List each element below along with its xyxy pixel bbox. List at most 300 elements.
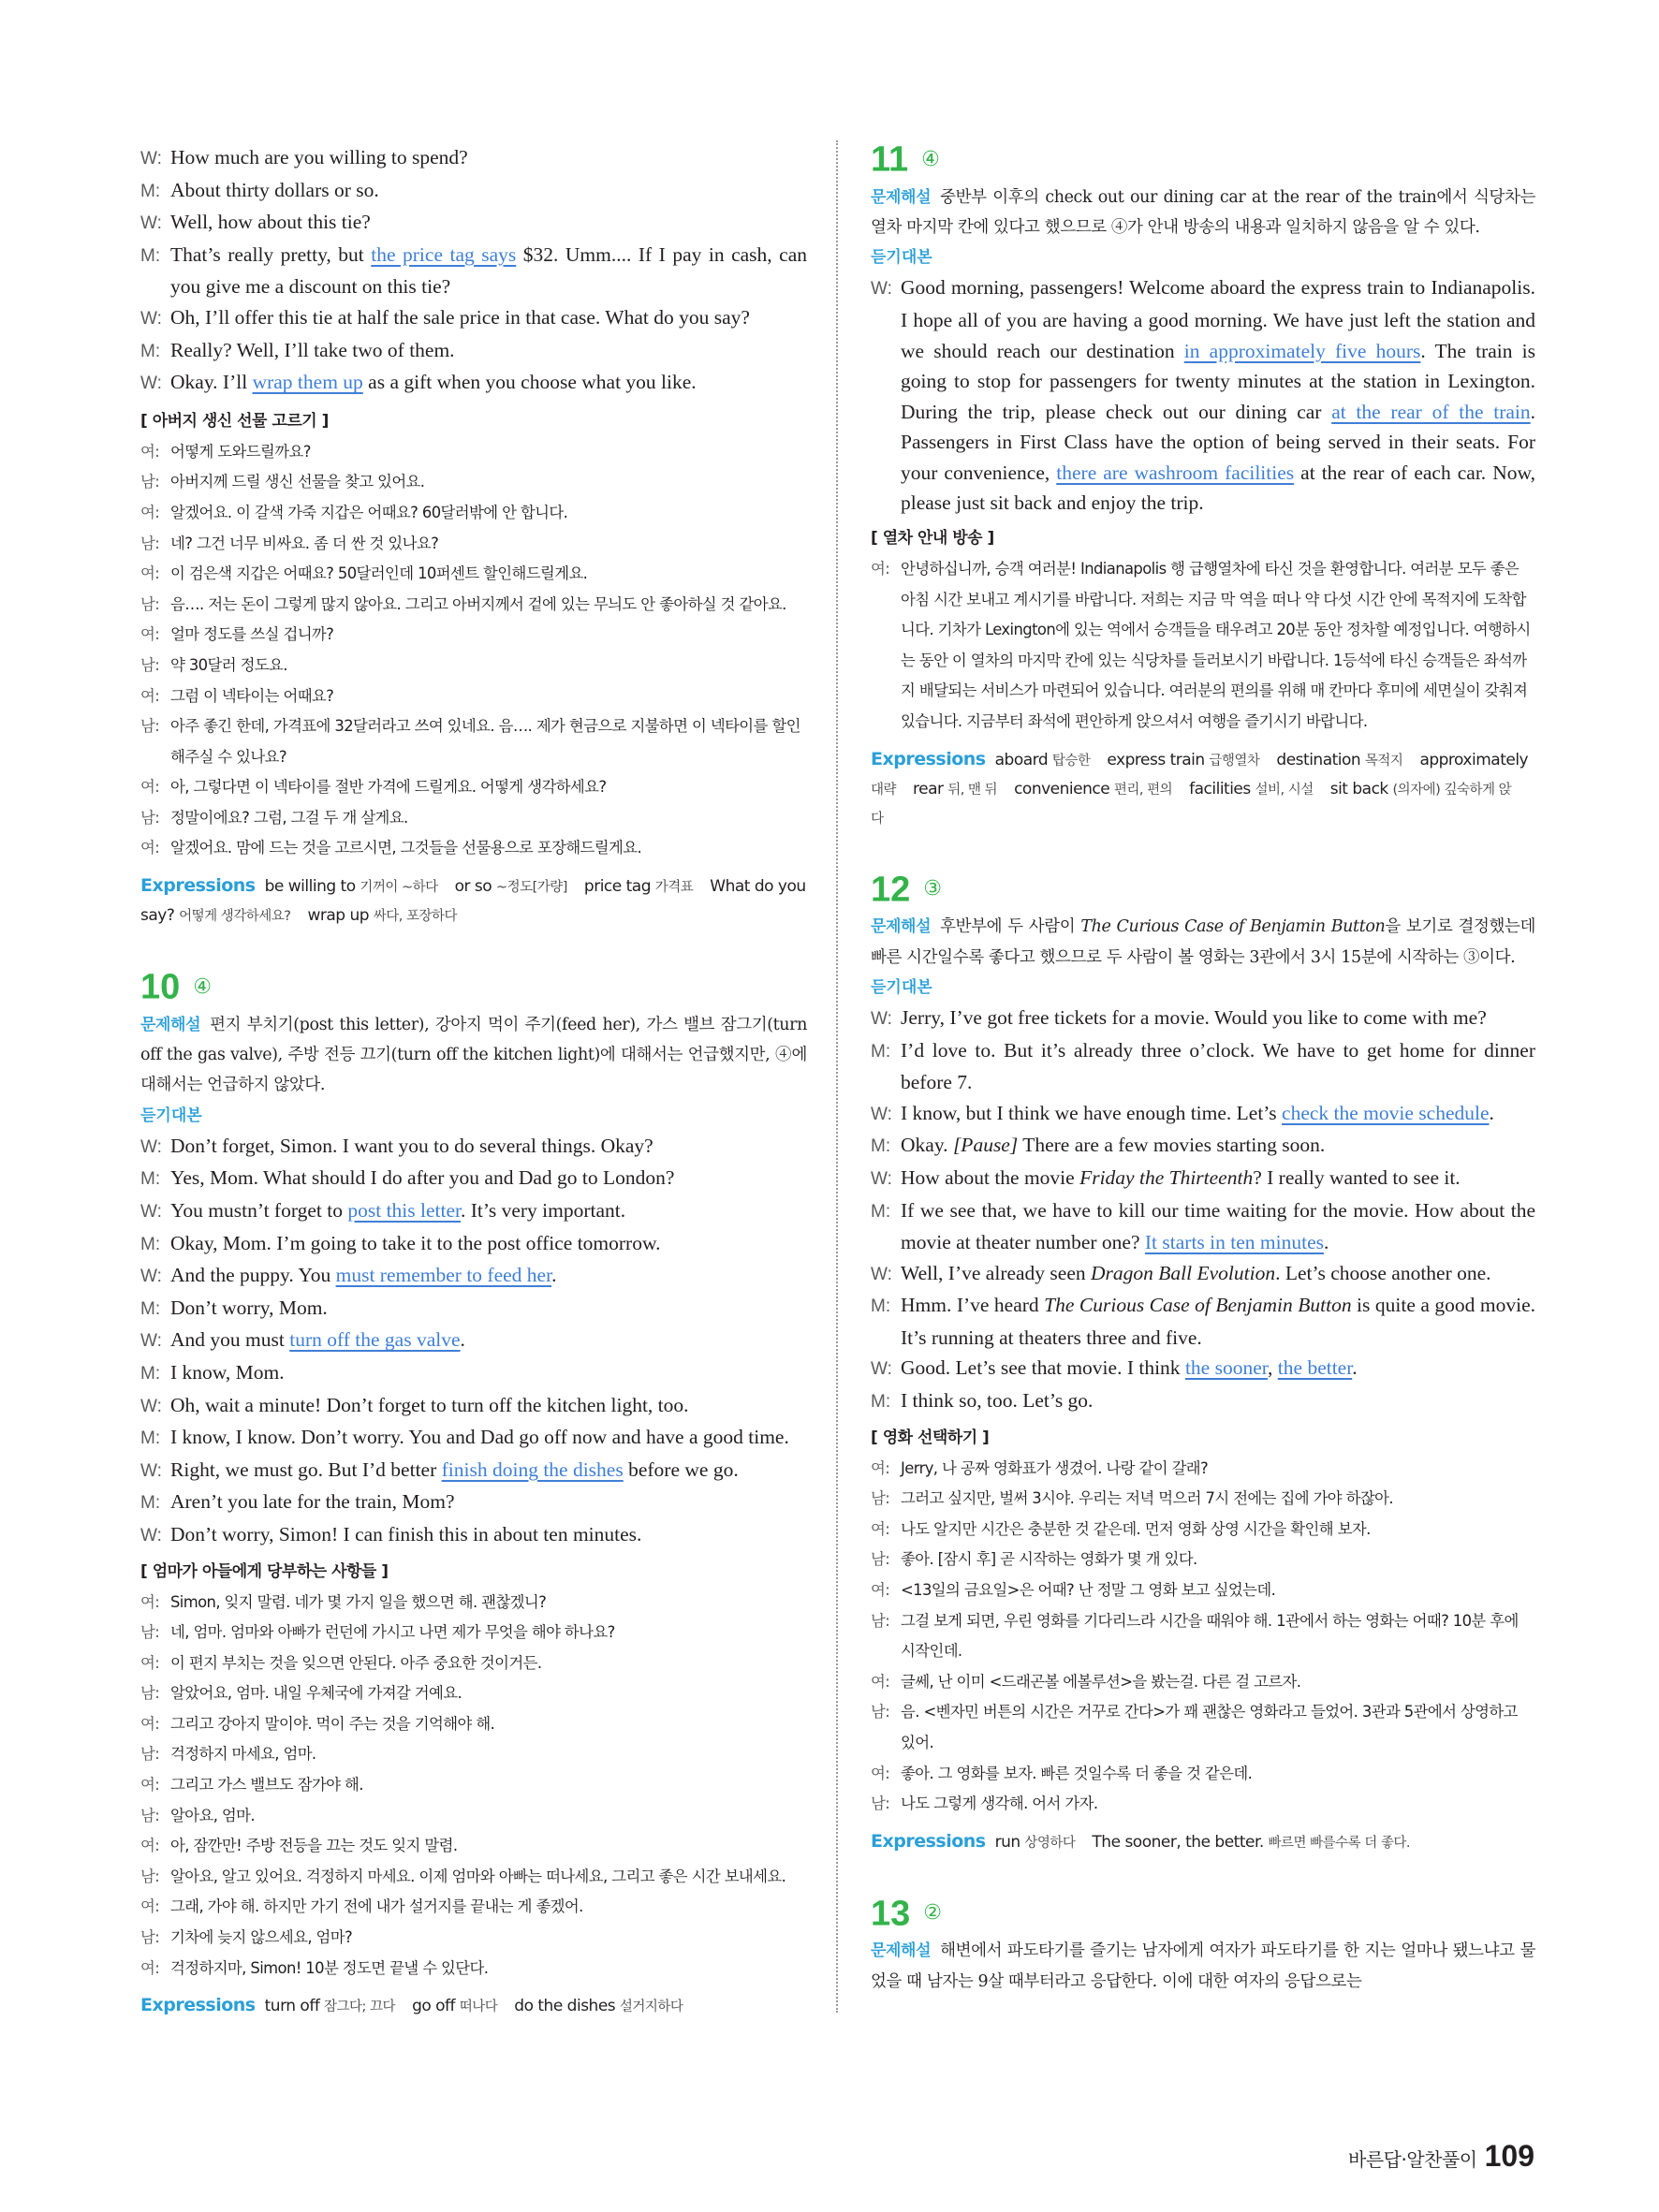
text-run: before we go.	[623, 1458, 739, 1481]
dialog-line	[140, 1293, 807, 1326]
expressions-label: Expressions	[140, 1995, 256, 2016]
translation-line	[140, 1770, 807, 1801]
speaker-label: W:	[140, 374, 162, 394]
speaker-label: 여:	[140, 1714, 160, 1733]
script-label: 듣기대본	[871, 248, 932, 268]
translation-line	[140, 620, 807, 651]
expressions-10	[140, 1991, 807, 2021]
solution-label: 문제해설	[140, 1015, 201, 1034]
dialog-line	[140, 335, 807, 368]
speaker-label: W:	[871, 1264, 892, 1284]
expression-meaning: 설비, 시설	[1255, 782, 1314, 798]
speaker-label: 여:	[871, 560, 890, 579]
dialog-a	[140, 142, 807, 400]
expression-meaning: (의자에) 깊숙하게 앉다	[871, 782, 1512, 827]
translation-a	[140, 437, 807, 864]
right-column	[871, 140, 1535, 1997]
expression-term: convenience	[1014, 779, 1110, 798]
translation-text: 그러고 싶지만, 벌써 3시야. 우리는 저녁 먹으러 7시 전에는 집에 가야 하잖아.	[901, 1489, 1393, 1508]
dialog-line	[871, 1385, 1535, 1418]
translation-text: 알겠어요. 이 갈색 가죽 지갑은 어때요? 60달러밖에 안 합니다.	[170, 503, 568, 521]
speaker-label: M:	[140, 181, 161, 201]
expression-meaning: 급행열차	[1209, 753, 1260, 769]
translation-line	[140, 711, 807, 772]
speaker-label: 여:	[140, 442, 160, 461]
answer-blank-text: post this letter	[347, 1198, 461, 1222]
italic-text: Friday the Thirteenth	[1079, 1165, 1254, 1189]
text-run: How about the movie	[901, 1165, 1080, 1189]
speaker-label: 남:	[140, 717, 160, 736]
dialog-line	[140, 1163, 807, 1195]
dialog-line	[140, 1455, 807, 1487]
dialog-line	[140, 1228, 807, 1261]
text-run: Okay.	[901, 1134, 953, 1157]
dialog-line	[871, 1290, 1535, 1353]
translation-line	[140, 467, 807, 498]
translation-text: 어떻게 도와드릴까요?	[170, 442, 311, 461]
dialog-line	[140, 1131, 807, 1164]
translation-line	[140, 559, 807, 590]
speaker-label: W:	[140, 1396, 162, 1416]
speaker-label: 남:	[140, 1745, 160, 1764]
text-run: . Let’s choose another one.	[1275, 1261, 1491, 1284]
translation-11	[871, 554, 1535, 738]
text-run: If we see that, we have to kill our time waiting for the movie. How about the movie at theater number one?	[901, 1198, 1535, 1254]
translation-text: 네? 그건 너무 비싸요. 좀 더 싼 것 있나요?	[170, 534, 439, 552]
question-answer: ②	[923, 1901, 943, 1926]
solution-text: 중반부 이후의 check out our dining car at the rear of the train에서 식당차는 열차 마지막 칸에 있다고 했으므로 ④가 안내 방송의 내용과 일치하지 않음을 알 수 있다.	[871, 187, 1535, 237]
expression-term: do the dishes	[514, 1997, 616, 2016]
italic-text: The Curious Case of Benjamin Button	[1044, 1294, 1352, 1317]
text-run: .	[460, 1328, 465, 1352]
expression-meaning: 설거지하다	[619, 2000, 683, 2015]
translation-text: 걱정하지 마세요, 엄마.	[170, 1745, 316, 1764]
script-label: 듣기대본	[871, 977, 932, 997]
question-number: 11	[871, 139, 909, 180]
answer-blank-text: there are washroom facilities	[1056, 461, 1295, 484]
speaker-label: W:	[140, 149, 162, 168]
speaker-label: 여:	[140, 1958, 160, 1977]
expression-term: approximately	[1419, 750, 1529, 769]
translation-line	[140, 1588, 807, 1619]
speaker-label: M:	[140, 245, 161, 266]
speaker-label: M:	[140, 1234, 161, 1254]
translation-text: 이 편지 부치는 것을 잊으면 안된다. 아주 중요한 것이거든.	[170, 1653, 542, 1672]
translation-text: 음. <벤자민 버튼의 시간은 거꾸로 간다>가 꽤 괜찮은 영화라고 들었어. 3관과 5관에서 상영하고 있어.	[901, 1703, 1518, 1751]
text-run: You mustn’t forget to	[170, 1198, 348, 1222]
translation-text: 그리고 강아지 말이야. 먹이 주는 것을 기억해야 해.	[170, 1714, 495, 1733]
translation-line	[871, 1515, 1535, 1545]
dialog-line	[140, 302, 807, 335]
expression-term: go off	[412, 1997, 456, 2016]
expression-meaning: 떠나다	[459, 2000, 498, 2015]
answer-blank-text: the better	[1277, 1356, 1353, 1380]
translation-line	[140, 1678, 807, 1709]
translation-line	[871, 1606, 1535, 1667]
question-11-solution	[871, 183, 1535, 243]
translation-text: 그래, 가야 해. 하지만 가기 전에 내가 설거지를 끝내는 게 좋겠어.	[170, 1897, 583, 1916]
dialog-line	[140, 1260, 807, 1293]
text-run: And you must	[170, 1328, 290, 1352]
translation-text: 정말이에요? 그럼, 그걸 두 개 살게요.	[170, 808, 408, 827]
dialog-line	[871, 1163, 1535, 1195]
dialog-line	[140, 207, 807, 240]
text-run: There are a few movies starting soon.	[1018, 1134, 1326, 1157]
translation-line	[140, 1648, 807, 1679]
translation-text: 그럼 이 넥타이는 어때요?	[170, 686, 334, 705]
dialog-line	[140, 1390, 807, 1423]
speaker-label: 남:	[140, 1623, 160, 1642]
speaker-label: W:	[871, 1168, 892, 1189]
speaker-label: 남:	[140, 808, 160, 827]
dialog-line	[140, 1519, 807, 1552]
speaker-label: W:	[140, 308, 162, 329]
question-11-dialog	[871, 272, 1535, 519]
speaker-label: 여:	[140, 1776, 160, 1795]
page-number: 109	[1484, 2139, 1534, 2173]
column-divider	[836, 140, 838, 2013]
translation-line	[140, 1862, 807, 1893]
text-run: at the rear of each car. Now, please just sit back and enjoy the trip.	[901, 461, 1535, 515]
translation-text: 그리고 가스 밸브도 잠가야 해.	[170, 1776, 363, 1795]
text-run: Don’t worry, Simon! I can finish this in about ten minutes.	[170, 1522, 642, 1545]
dialog-line	[140, 1487, 807, 1519]
expression-meaning: 상영하다	[1024, 1835, 1076, 1851]
translation-text: 좋아. 그 영화를 보자. 빠른 것일수록 더 좋을 것 같은데.	[901, 1764, 1253, 1782]
expression-meaning: ~정도[가량]	[495, 880, 567, 896]
speaker-label: M:	[871, 1296, 891, 1317]
speaker-label: M:	[871, 1041, 891, 1062]
translation-11-title: [ 열차 안내 방송 ]	[871, 529, 994, 549]
speaker-label: M:	[871, 1392, 891, 1413]
translation-line	[871, 1789, 1535, 1820]
translation-text: 이 검은색 지갑은 어때요? 50달러인데 10퍼센트 할인해드릴게요.	[170, 564, 588, 583]
answer-blank-text: must remember to feed her	[335, 1264, 552, 1287]
dialog-line	[140, 175, 807, 208]
translation-line	[871, 1575, 1535, 1606]
text-run: I’d love to. But it’s already three o’clock. We have to get home for dinner before 7.	[901, 1038, 1535, 1094]
expression-meaning: 빠르면 빠를수록 더 좋다.	[1268, 1835, 1411, 1851]
dialog-line	[140, 1195, 807, 1228]
text-run: Oh, wait a minute! Don’t forget to turn off the kitchen light, too.	[170, 1393, 689, 1416]
speaker-label: M:	[871, 1136, 891, 1157]
dialog-line	[140, 1357, 807, 1390]
text-run: I know, I know. Don’t worry. You and Dad go off now and have a good time.	[170, 1426, 789, 1449]
translation-text: 얼마 정도를 쓰실 겁니까?	[170, 625, 334, 644]
text-run: is quite a good movie. It’s running at theaters three and five.	[901, 1294, 1535, 1349]
translation-text: 음…. 저는 돈이 그렇게 많지 않아요. 그리고 아버지께서 겉에 있는 무늬도 안 좋아하실 것 같아요.	[170, 594, 786, 613]
answer-blank-text: check the movie schedule	[1282, 1101, 1490, 1124]
translation-text: 아버지께 드릴 생신 선물을 찾고 있어요.	[170, 473, 425, 491]
translation-line	[871, 1454, 1535, 1485]
expression-term: price tag	[583, 877, 652, 897]
expressions-a	[140, 872, 807, 930]
speaker-label: M:	[140, 1428, 161, 1449]
solution-text: 해변에서 파도타기를 즐기는 남자에게 여자가 파도타기를 한 지는 얼마나 됐느냐고 물었을 때 남자는 9살 때부터라고 응답한다. 이에 대한 여자의 응답으로는	[871, 1941, 1535, 1991]
translation-text: <13일의 금요일>은 어때? 난 정말 그 영화 보고 싶었는데.	[901, 1581, 1276, 1600]
translation-text: Simon, 잊지 말렴. 네가 몇 가지 일을 했으면 해. 괜찮겠니?	[170, 1592, 547, 1611]
dialog-line	[140, 240, 807, 302]
translation-text: 안녕하십니까, 승객 여러분! Indianapolis 행 급행열차에 타신 것을 환영합니다. 여러분 모두 좋은 아침 시간 보내고 계시기를 바랍니다. 저희는 지금 막 역을 떠나 약 다섯 시간 안에 목적지에 도착합니다. 기차가 Lexington에 있는 역에서 승객들을 태우려고 20분 동안 정차할 예정입니다. 여행하시는 동안 이 열차의 마지막 칸에 있는 식당차를 들러보시기 바랍니다. 1등석에 타신 승객들은 좌석까지 배달되는 서비스가 마련되어 있습니다. 여러분의 편의를 위해 매 칸마다 후미에 세면실이 갖춰져 있습니다. 지금부터 좌석에 편안하게 앉으셔서 여행을 즐기시기 바랍니다.	[901, 560, 1531, 731]
text-run: 후반부에 두 사람이	[940, 917, 1081, 937]
translation-text: 알겠어요. 맘에 드는 것을 고르시면, 그것들을 선물용으로 포장해드릴게요.	[170, 839, 642, 857]
translation-text: 아주 좋긴 한데, 가격표에 32달러라고 쓰여 있네요. 음…. 제가 현금으로 지불하면 이 넥타이를 할인해주실 수 있나요?	[170, 717, 800, 766]
translation-line	[871, 1697, 1535, 1758]
speaker-label: 여:	[140, 564, 160, 583]
text-run: ,	[1268, 1356, 1278, 1380]
text-run: That’s really pretty, but	[170, 242, 372, 266]
text-run: Don’t worry, Mom.	[170, 1296, 328, 1319]
expression-term: The sooner, the better.	[1092, 1832, 1264, 1852]
speaker-label: 남:	[140, 534, 160, 552]
translation-text: 기차에 늦지 않으세요, 엄마?	[170, 1928, 353, 1947]
translation-line	[140, 803, 807, 834]
question-number: 12	[871, 870, 911, 910]
dialog-line	[871, 1195, 1535, 1258]
question-12-solution	[871, 912, 1535, 973]
text-run: Right, we must go. But I’d better	[170, 1458, 442, 1481]
expression-term: or so	[454, 877, 492, 897]
question-13-solution	[871, 1936, 1535, 1997]
question-answer: ③	[923, 877, 943, 901]
speaker-label: W:	[140, 213, 162, 234]
expression-term: destination	[1276, 750, 1361, 769]
expression-meaning: 목적지	[1364, 753, 1403, 769]
speaker-label: 여:	[140, 839, 160, 857]
speaker-label: 여:	[140, 1897, 160, 1916]
text-run: Well, how about this tie?	[170, 211, 371, 234]
question-answer: ④	[921, 147, 940, 171]
text-run: I know, Mom.	[170, 1360, 285, 1384]
translation-line	[140, 529, 807, 560]
translation-12	[871, 1454, 1535, 1820]
dialog-line	[871, 1353, 1535, 1385]
dialog-line	[871, 1258, 1535, 1291]
italic-text: Dragon Ball Evolution	[1091, 1261, 1276, 1284]
expression-term: express train	[1107, 750, 1205, 769]
expression-meaning: 가격표	[654, 880, 694, 896]
question-13-header	[871, 1895, 1535, 1933]
translation-text: 아, 잠깐만! 주방 전등을 끄는 것도 잊지 말렴.	[170, 1837, 458, 1855]
dialog-line	[140, 1325, 807, 1357]
answer-blank-text: the sooner	[1184, 1356, 1269, 1380]
speaker-label: 남:	[871, 1795, 890, 1813]
text-run: And the puppy. You	[170, 1264, 336, 1287]
translation-line	[140, 1618, 807, 1648]
text-run: Oh, I’ll offer this tie at half the sale price in that case. What do you say?	[170, 305, 750, 329]
expression-term: facilities	[1189, 779, 1251, 798]
translation-a-title: [ 아버지 생신 선물 고르기 ]	[140, 411, 329, 431]
question-11-header	[871, 140, 1535, 179]
speaker-label: M:	[140, 1493, 161, 1514]
translation-line	[140, 772, 807, 803]
translation-line	[140, 437, 807, 468]
translation-line	[140, 1801, 807, 1832]
question-10-header	[140, 968, 807, 1006]
text-run: Jerry, I’ve got free tickets for a movie. Would you like to come with me?	[901, 1005, 1487, 1029]
expression-meaning: 탑승한	[1051, 753, 1091, 769]
translation-text: 알아요, 알고 있어요. 걱정하지 마세요. 이제 엄마와 아빠는 떠나세요, 그리고 좋은 시간 보내세요.	[170, 1867, 786, 1885]
speaker-label: M:	[140, 341, 161, 361]
speaker-label: M:	[140, 1169, 161, 1190]
speaker-label: 남:	[140, 1684, 160, 1703]
expression-term: aboard	[994, 750, 1049, 769]
expressions-label: Expressions	[871, 748, 986, 769]
translation-line	[140, 651, 807, 681]
translation-line	[871, 1759, 1535, 1790]
expressions-12	[871, 1827, 1535, 1857]
translation-text: 글쎄, 난 이미 <드래곤볼 에볼루션>을 봤는걸. 다른 걸 고르자.	[901, 1672, 1301, 1691]
translation-line	[140, 1831, 807, 1862]
dialog-line	[140, 367, 807, 400]
translation-text: 걱정하지마, Simon! 10분 정도면 끝낼 수 있단다.	[170, 1958, 489, 1977]
answer-blank-text: the price tag says	[371, 242, 517, 266]
text-run: . The train is going to stop for passengers for twenty minutes at the station in Lexington. During the trip, please check out our dining car	[901, 339, 1535, 423]
speaker-label: W:	[871, 1008, 892, 1029]
speaker-label: 여:	[871, 1519, 890, 1538]
translation-line	[140, 1892, 807, 1923]
question-number: 10	[140, 967, 181, 1007]
text-run: 을 보기로 결정했는데 빠른 시간일수록 좋다고 했으므로 두 사람이 볼 영화는 3관에서 3시 15분에 시작하는 ③이다.	[871, 917, 1536, 967]
dialog-line	[871, 1130, 1535, 1163]
speaker-label: 여:	[140, 1592, 160, 1611]
answer-blank-text: wrap them up	[252, 371, 363, 394]
answer-blank-text: finish doing the dishes	[441, 1458, 624, 1481]
dialog-line	[871, 272, 1535, 519]
text-run: Well, I’ve already seen	[901, 1261, 1092, 1284]
speaker-label: 남:	[140, 1928, 160, 1947]
page-footer	[1348, 2139, 1534, 2174]
text-run: Really? Well, I’ll take two of them.	[170, 338, 455, 361]
translation-line	[140, 1923, 807, 1954]
answer-blank-text: turn off the gas valve	[289, 1328, 461, 1352]
left-column	[140, 142, 807, 2021]
text-run: as a gift when you choose what you like.	[362, 371, 697, 394]
text-run: About thirty dollars or so.	[170, 178, 379, 201]
solution-text	[871, 917, 1535, 966]
speaker-label: 남:	[140, 1806, 160, 1824]
expression-meaning: 대략	[871, 782, 897, 798]
text-run: Don’t forget, Simon. I want you to do several things. Okay?	[170, 1134, 653, 1157]
speaker-label: W:	[871, 1359, 892, 1380]
speaker-label: 남:	[871, 1489, 890, 1508]
speaker-label: 남:	[140, 655, 160, 674]
translation-line	[140, 498, 807, 529]
text-run: How much are you willing to spend?	[170, 146, 468, 168]
italic-text: [Pause]	[952, 1134, 1019, 1157]
translation-text: 나도 알지만 시간은 충분한 것 같은데. 먼저 영화 상영 시간을 확인해 보자.	[901, 1519, 1371, 1538]
text-run: $32. Umm.... If I pay in cash, can you give me a discount on this tie?	[170, 242, 807, 299]
expression-meaning: 뒤, 맨 뒤	[947, 782, 998, 798]
speaker-label: 여:	[140, 503, 160, 521]
speaker-label: 남:	[871, 1550, 890, 1569]
speaker-label: 여:	[140, 1837, 160, 1855]
translation-text: 아, 그렇다면 이 넥타이를 절반 가격에 드릴게요. 어떻게 생각하세요?	[170, 778, 607, 797]
speaker-label: 남:	[140, 1867, 160, 1885]
speaker-label: 여:	[140, 625, 160, 644]
script-label: 듣기대본	[140, 1106, 202, 1125]
translation-text: 좋아. [잠시 후] 곧 시작하는 영화가 몇 개 있다.	[901, 1550, 1197, 1569]
dialog-line	[140, 142, 807, 175]
text-run: .	[551, 1264, 557, 1287]
speaker-label: W:	[140, 1201, 162, 1222]
solution-text: 편지 부치기(post this letter), 강아지 먹이 주기(feed her), 가스 밸브 잠그기(turn off the gas valve), 주방 전등 끄기(turn off the kitchen light)에 대해서는 언급했지만, ④에 대해서는 언급하지 않았다.	[140, 1015, 807, 1095]
expressions-label: Expressions	[140, 875, 256, 897]
translation-line	[871, 1667, 1535, 1698]
speaker-label: M:	[140, 1363, 161, 1384]
expressions-label: Expressions	[871, 1830, 986, 1852]
text-run: .	[1489, 1101, 1494, 1124]
dialog-line	[871, 1035, 1535, 1098]
question-answer: ④	[193, 974, 213, 999]
question-12-header	[871, 871, 1535, 909]
question-12-dialog	[871, 1003, 1535, 1418]
text-run: ? I really wanted to see it.	[1253, 1165, 1461, 1189]
text-run: . Passengers in First Class have the option of being served in their seats. For your convenience,	[901, 400, 1535, 484]
speaker-label: 여:	[140, 686, 160, 705]
expression-term: sit back	[1329, 779, 1388, 798]
translation-line	[140, 833, 807, 864]
translation-text: 알아요, 엄마.	[170, 1806, 255, 1824]
translation-line	[871, 1545, 1535, 1575]
speaker-label: M:	[140, 1298, 161, 1319]
text-run: I know, but I think we have enough time. Let’s	[901, 1101, 1283, 1124]
expression-term: run	[994, 1832, 1020, 1852]
translation-12-title: [ 영화 선택하기 ]	[871, 1428, 990, 1447]
speaker-label: M:	[871, 1201, 891, 1222]
solution-label: 문제해설	[871, 187, 932, 207]
speaker-label: W:	[140, 1525, 162, 1545]
translation-line	[871, 1484, 1535, 1515]
expression-term: be willing to	[264, 877, 356, 897]
speaker-label: 여:	[140, 1653, 160, 1672]
text-run: Aren’t you late for the train, Mom?	[170, 1490, 455, 1514]
text-run: I think so, too. Let’s go.	[901, 1389, 1094, 1413]
speaker-label: 여:	[871, 1458, 890, 1477]
expression-term: What do you say?	[140, 877, 806, 926]
translation-text: 알았어요, 엄마. 내일 우체국에 가져갈 거예요.	[170, 1684, 462, 1703]
dialog-line	[871, 1003, 1535, 1035]
expression-meaning: 싸다, 포장하다	[373, 909, 458, 925]
translation-line	[140, 1709, 807, 1740]
speaker-label: 여:	[140, 778, 160, 797]
solution-label: 문제해설	[871, 1941, 932, 1961]
text-run: Okay. I’ll	[170, 371, 253, 394]
speaker-label: W:	[140, 1267, 162, 1287]
speaker-label: 남:	[140, 473, 160, 491]
translation-text: 그걸 보게 되면, 우린 영화를 기다리느라 시간을 때워야 해. 1관에서 하는 영화는 어때? 10분 후에 시작인데.	[901, 1611, 1519, 1661]
expression-term: turn off	[264, 1997, 320, 2016]
speaker-label: 남:	[140, 594, 160, 613]
question-number: 13	[871, 1894, 911, 1934]
text-run: Yes, Mom. What should I do after you and Dad go to London?	[170, 1166, 675, 1190]
expression-meaning: 잠그다; 끄다	[324, 2000, 396, 2015]
text-run: Good. Let’s see that movie. I think	[901, 1356, 1185, 1380]
question-10-dialog	[140, 1131, 807, 1552]
translation-line	[140, 681, 807, 712]
expression-meaning: 기꺼이 ~하다	[360, 880, 438, 896]
text-run: Good morning, passengers! Welcome aboard the express train to Indianapolis. I hope all of you are having a good morning. We have just left the station and we should reach our destination	[901, 276, 1535, 362]
translation-text: 약 30달러 정도요.	[170, 655, 287, 674]
solution-label: 문제해설	[871, 917, 932, 937]
answer-blank-text: at the rear of the train	[1331, 400, 1531, 423]
speaker-label: 여:	[871, 1672, 890, 1691]
translation-line	[871, 554, 1535, 738]
speaker-label: 여:	[871, 1581, 890, 1600]
italic-text: The Curious Case of Benjamin Button	[1080, 917, 1386, 937]
speaker-label: W:	[871, 1104, 892, 1124]
expression-term: wrap up	[307, 906, 370, 926]
